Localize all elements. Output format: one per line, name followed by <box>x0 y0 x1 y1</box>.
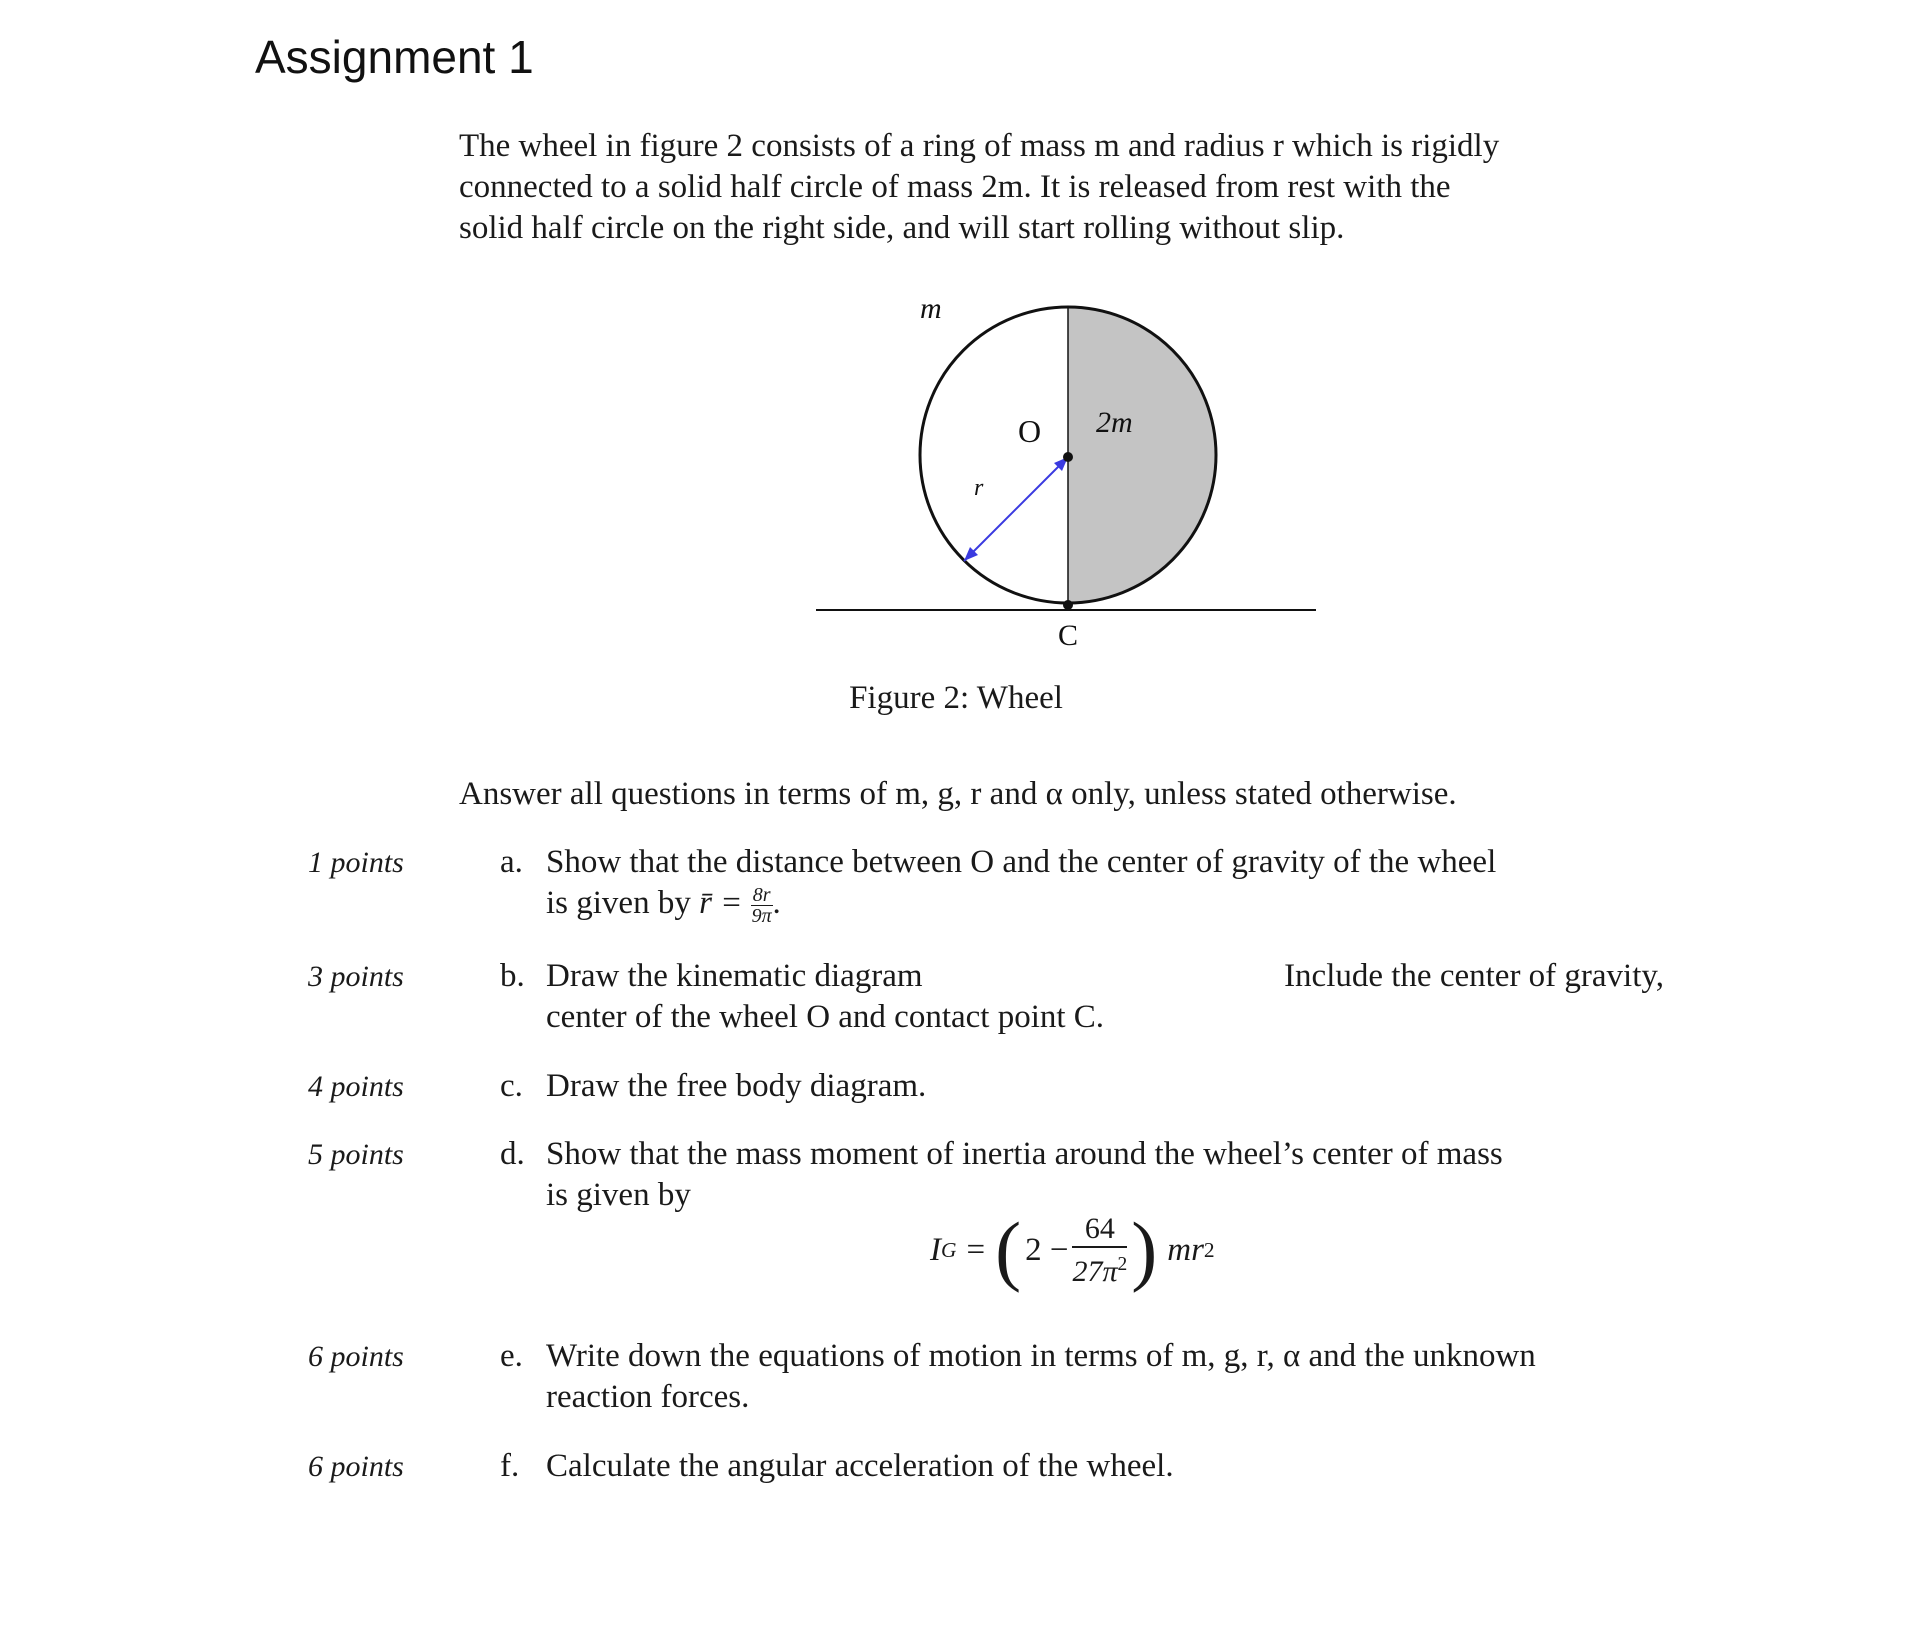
points-d: 5 points <box>308 1138 404 1171</box>
label-half-mass: 2m <box>1096 406 1133 439</box>
question-d <box>500 1134 1664 1216</box>
question-d-line-1: Show that the mass moment of inertia around the wheel’s center of mass <box>546 1136 1503 1172</box>
rbar-fraction: $\frac{8r}{9\pi}$ <box>751 883 772 927</box>
inertia-equation: I G = ( 2 − $\frac{64}{27\pi^2}$ ) mr 2 <box>930 1206 1215 1293</box>
points-b: 3 points <box>308 960 404 993</box>
figure-caption: Figure 2: Wheel <box>849 680 1063 716</box>
question-e-line-1: Write down the equations of motion in terms of m, g, r, α and the unknown <box>546 1338 1536 1374</box>
label-center-o: O <box>1018 413 1042 449</box>
solid-half-circle <box>1068 307 1216 603</box>
question-c-letter: c. <box>500 1068 523 1104</box>
question-c <box>500 1066 1664 1107</box>
contact-point-c <box>1063 600 1073 610</box>
question-f <box>500 1446 1664 1487</box>
question-e <box>500 1336 1664 1418</box>
question-a-line-1: Show that the distance between O and the center of gravity of the wheel <box>546 844 1497 880</box>
wheel-figure <box>790 285 1350 665</box>
right-paren: ) <box>1131 1206 1158 1293</box>
intro-line-3: solid half circle on the right side, and will start rolling without slip. <box>459 210 1345 246</box>
question-a <box>500 842 1664 926</box>
intro-line-1: The wheel in figure 2 consists of a ring of mass m and radius r which is rigidly <box>459 128 1500 164</box>
points-c: 4 points <box>308 1070 404 1103</box>
left-paren: ( <box>995 1206 1022 1293</box>
label-contact-c: C <box>1058 619 1079 652</box>
question-b-line-1: Draw the kinematic diagram Include the center of gravity, <box>546 958 1664 994</box>
assignment-title: Assignment 1 <box>255 31 534 83</box>
label-radius: r <box>974 475 984 501</box>
intro-line-2: connected to a solid half circle of mass 2m. It is released from rest with the <box>459 169 1451 205</box>
points-f: 6 points <box>308 1450 404 1483</box>
points-e: 6 points <box>308 1340 404 1373</box>
radius-arrow <box>964 457 1068 561</box>
question-e-line-2: reaction forces. <box>546 1379 750 1415</box>
question-f-letter: f. <box>500 1448 520 1484</box>
label-ring-mass: m <box>920 292 942 325</box>
question-a-line-2: is given by r̄ = $\frac{8r}{9\pi}$ . <box>546 883 781 927</box>
question-d-letter: d. <box>500 1136 525 1172</box>
question-b-line-2: center of the wheel O and contact point C. <box>546 999 1105 1035</box>
question-b-letter: b. <box>500 958 525 994</box>
question-c-line-1: Draw the free body diagram. <box>546 1068 927 1104</box>
question-e-letter: e. <box>500 1338 523 1374</box>
intro-paragraph <box>459 126 1663 249</box>
question-b <box>500 956 1664 1038</box>
rbar-symbol: r̄ = <box>699 885 743 921</box>
instructions: Answer all questions in terms of m, g, r and α only, unless stated otherwise. <box>459 776 1457 812</box>
points-a: 1 points <box>308 846 404 879</box>
question-f-line-1: Calculate the angular acceleration of the wheel. <box>546 1448 1174 1484</box>
question-a-letter: a. <box>500 844 523 880</box>
center-point-o <box>1063 452 1073 462</box>
question-d-line-2: is given by <box>546 1177 691 1213</box>
inertia-fraction: $\frac{64}{27\pi^2}$ <box>1072 1211 1128 1288</box>
